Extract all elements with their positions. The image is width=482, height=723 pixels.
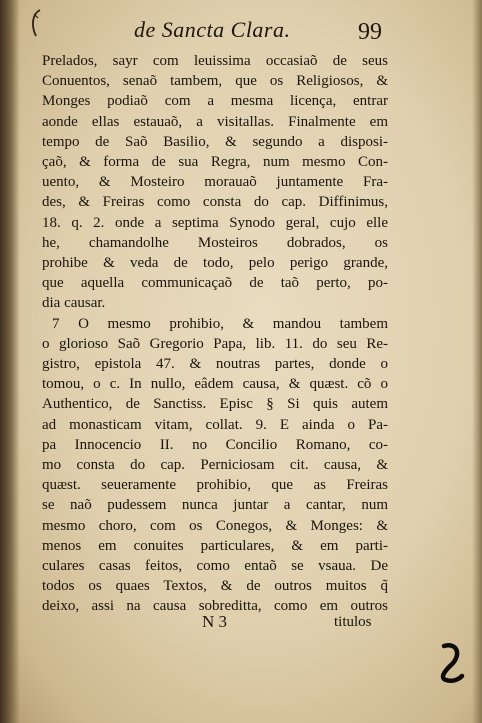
body-text: [42, 51, 388, 617]
text-line: o glorioso Saõ Gregorio Papa, lib. 11. do seu Re-: [42, 335, 388, 352]
text-line: aonde ellas estauaõ, a visitallas. Finalmente em: [42, 113, 388, 130]
text-line: mesmo choro, com os Conegos, & Monges: &: [42, 517, 388, 534]
text-line: 18. q. 2. onde a septima Synodo geral, cujo elle: [42, 214, 388, 231]
page-number: 99: [358, 19, 382, 45]
header-ornament-mark: [28, 8, 44, 38]
text-line: mo consta do cap. Perniciosam cit. causa, &: [42, 457, 388, 474]
text-line: des, & Freiras como consta do cap. Diffinimus,: [42, 194, 388, 211]
signature-mark: N 3: [202, 612, 228, 631]
text-line: prohibe & veda de todo, pelo perigo grande,: [42, 255, 388, 272]
text-line: se naõ pudessem nunca juntar a cantar, num: [42, 497, 388, 514]
text-line: menos em conuites particulares, & em parti-: [42, 537, 388, 554]
text-line: Conuentos, senaõ tambem, que os Religiosos, &: [42, 73, 388, 90]
book-gutter-shadow: [0, 0, 20, 723]
page-edge-shadow: [472, 0, 482, 723]
text-line: tomou, o c. In nullo, eâdem causa, & quæst. cõ o: [42, 376, 388, 393]
catchword: titulos: [334, 614, 372, 630]
text-line: Monges podiaõ com a mesma licença, entrar: [42, 93, 388, 110]
text-line: çaõ, & forma de sua Regra, num mesmo Con-: [42, 154, 388, 171]
text-line: Prelados, sayr com leuissima occasiaõ de seus: [42, 53, 388, 69]
paragraph-start-line: 7 O mesmo prohibio, & mandou tambem: [52, 315, 388, 332]
text-line: he, chamandolhe Mosteiros dobrados, os: [42, 234, 388, 251]
handwritten-ink-mark: [436, 640, 466, 686]
text-line: Authentico, de Sanctiss. Episc § Si quis autem: [42, 396, 388, 413]
text-line: deixo, assi na causa sobreditta, como em outros: [42, 598, 388, 615]
text-line: gistro, epistola 47. & noutras partes, donde o: [42, 356, 388, 373]
text-line: todos os quaes Textos, & de outros muitos q̃: [42, 578, 388, 595]
text-line: ad monasticam vitam, collat. 9. E ainda o Pa-: [42, 416, 388, 433]
text-line: quæst. seueramente prohibio, que as Freiras: [42, 477, 388, 494]
text-line: dia causar.: [42, 295, 106, 312]
text-line: tempo de Saõ Basilio, & segundo a disposi-: [42, 133, 388, 150]
text-line: culares casas feitos, como entaõ se vsaua. De: [42, 558, 388, 575]
text-line: que aquella communicaçaõ de taõ perto, po-: [42, 275, 388, 292]
text-line: pa Innocencio II. no Concilio Romano, co-: [42, 436, 388, 453]
text-line: uento, & Mosteiro morauaõ juntamente Fra-: [42, 174, 388, 191]
running-head: de Sancta Clara.: [134, 17, 291, 42]
